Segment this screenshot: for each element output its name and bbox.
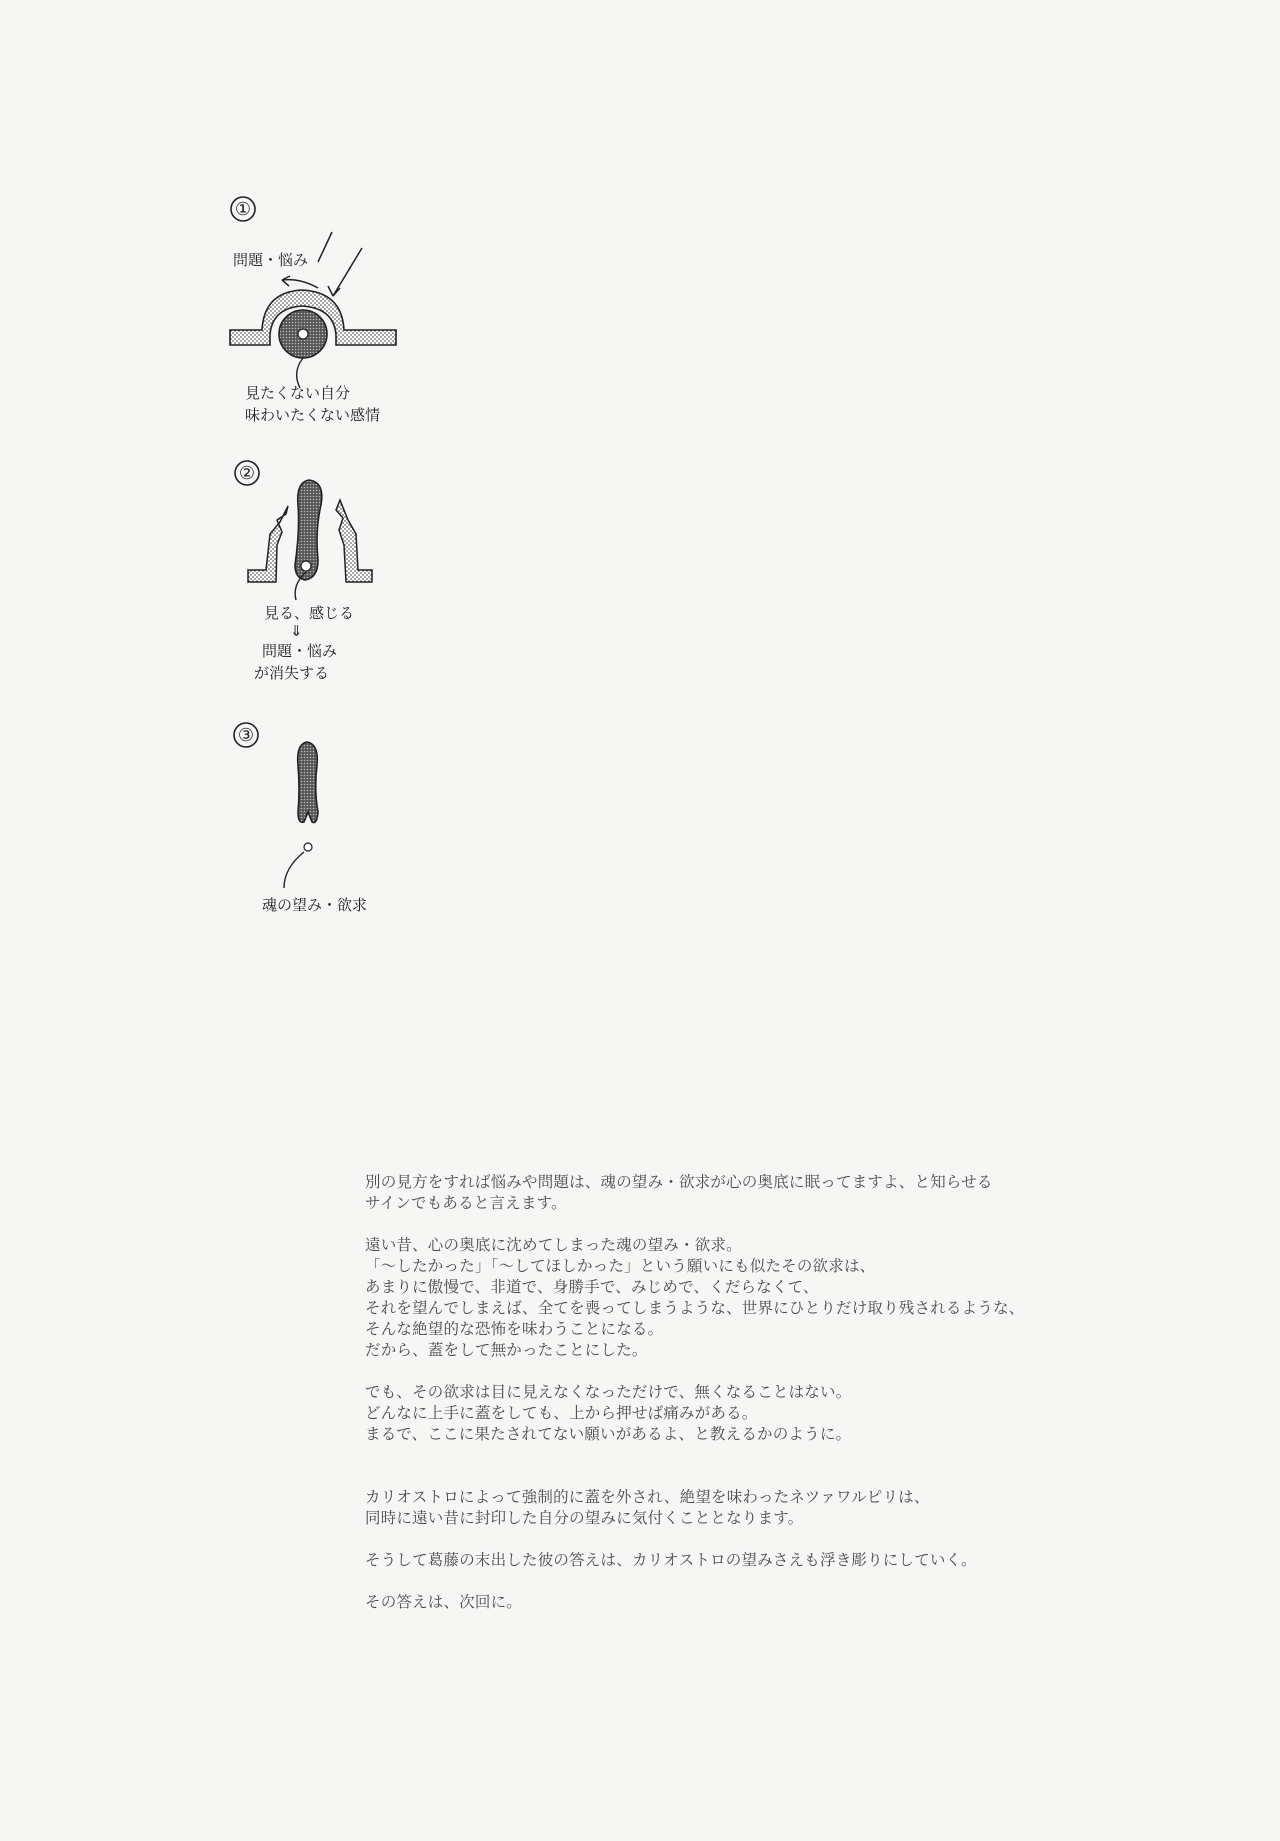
paragraph-3 xyxy=(365,1382,1165,1445)
step-2-label-1: 見る、感じる xyxy=(264,604,355,622)
text-line: そんな絶望的な恐怖を味わうことになる。 xyxy=(365,1320,664,1338)
soul-seed-2 xyxy=(301,561,311,571)
step-2-arrow: ⇓ xyxy=(290,622,303,640)
paragraph-2 xyxy=(365,1235,1165,1361)
step-1 xyxy=(230,197,396,424)
paragraph-5 xyxy=(365,1550,1165,1571)
step-3 xyxy=(234,723,367,914)
text-line: そうして葛藤の末出した彼の答えは、カリオストロの望みさえも浮き彫りにしていく。 xyxy=(365,1551,977,1569)
text-line: サインでもあると言えます。 xyxy=(365,1194,567,1212)
step-2-label-2: 問題・悩み xyxy=(262,642,338,660)
step-2 xyxy=(235,461,372,682)
broken-lid-right xyxy=(336,500,372,582)
step-2-label-3: が消失する xyxy=(254,664,330,682)
soul-seed xyxy=(298,329,308,339)
step-3-label: 魂の望み・欲求 xyxy=(262,896,368,914)
text-line: まるで、ここに果たされてない願いがあるよ、と教えるかのように。 xyxy=(365,1425,852,1443)
step-1-bottom-label-2: 味わいたくない感情 xyxy=(245,406,381,424)
body-text xyxy=(365,1172,1165,1634)
released-core xyxy=(298,742,318,823)
step-1-top-label: 問題・悩み xyxy=(233,251,309,269)
text-line: カリオストロによって強制的に蓋を外され、絶望を味わったネツァワルピリは、 xyxy=(365,1488,930,1506)
step-1-number: ① xyxy=(234,199,252,220)
paragraph-4 xyxy=(365,1487,1165,1529)
soul-seed-3 xyxy=(304,843,312,851)
text-line: あまりに傲慢で、非道で、身勝手で、みじめで、くだらなくて、 xyxy=(365,1278,819,1296)
text-line: だから、蓋をして無かったことにした。 xyxy=(365,1341,648,1359)
text-line: 遠い昔、心の奥底に沈めてしまった魂の望み・欲求。 xyxy=(365,1236,742,1254)
step-1-bottom-label-1: 見たくない自分 xyxy=(245,384,351,402)
text-line: 別の見方をすれば悩みや問題は、魂の望み・欲求が心の奥底に眠ってますよ、と知らせる xyxy=(365,1173,993,1191)
broken-lid-left xyxy=(248,506,288,582)
text-line: それを望んでしまえば、全てを喪ってしまうような、世界にひとりだけ取り残されるような、 xyxy=(365,1299,1025,1317)
step-2-number: ② xyxy=(238,463,256,484)
paragraph-6 xyxy=(365,1592,1165,1613)
step-3-number: ③ xyxy=(237,725,255,746)
text-line: どんなに上手に蓋をしても、上から押せば痛みがある。 xyxy=(365,1404,758,1422)
paragraph-1 xyxy=(365,1172,1165,1214)
text-line: その答えは、次回に。 xyxy=(365,1593,523,1611)
text-line: でも、その欲求は目に見えなくなっただけで、無くなることはない。 xyxy=(365,1383,852,1401)
text-line: 「〜したかった」「〜してほしかった」という願いにも似たその欲求は、 xyxy=(365,1257,876,1275)
text-line: 同時に遠い昔に封印した自分の望みに気付くこととなります。 xyxy=(365,1509,804,1527)
